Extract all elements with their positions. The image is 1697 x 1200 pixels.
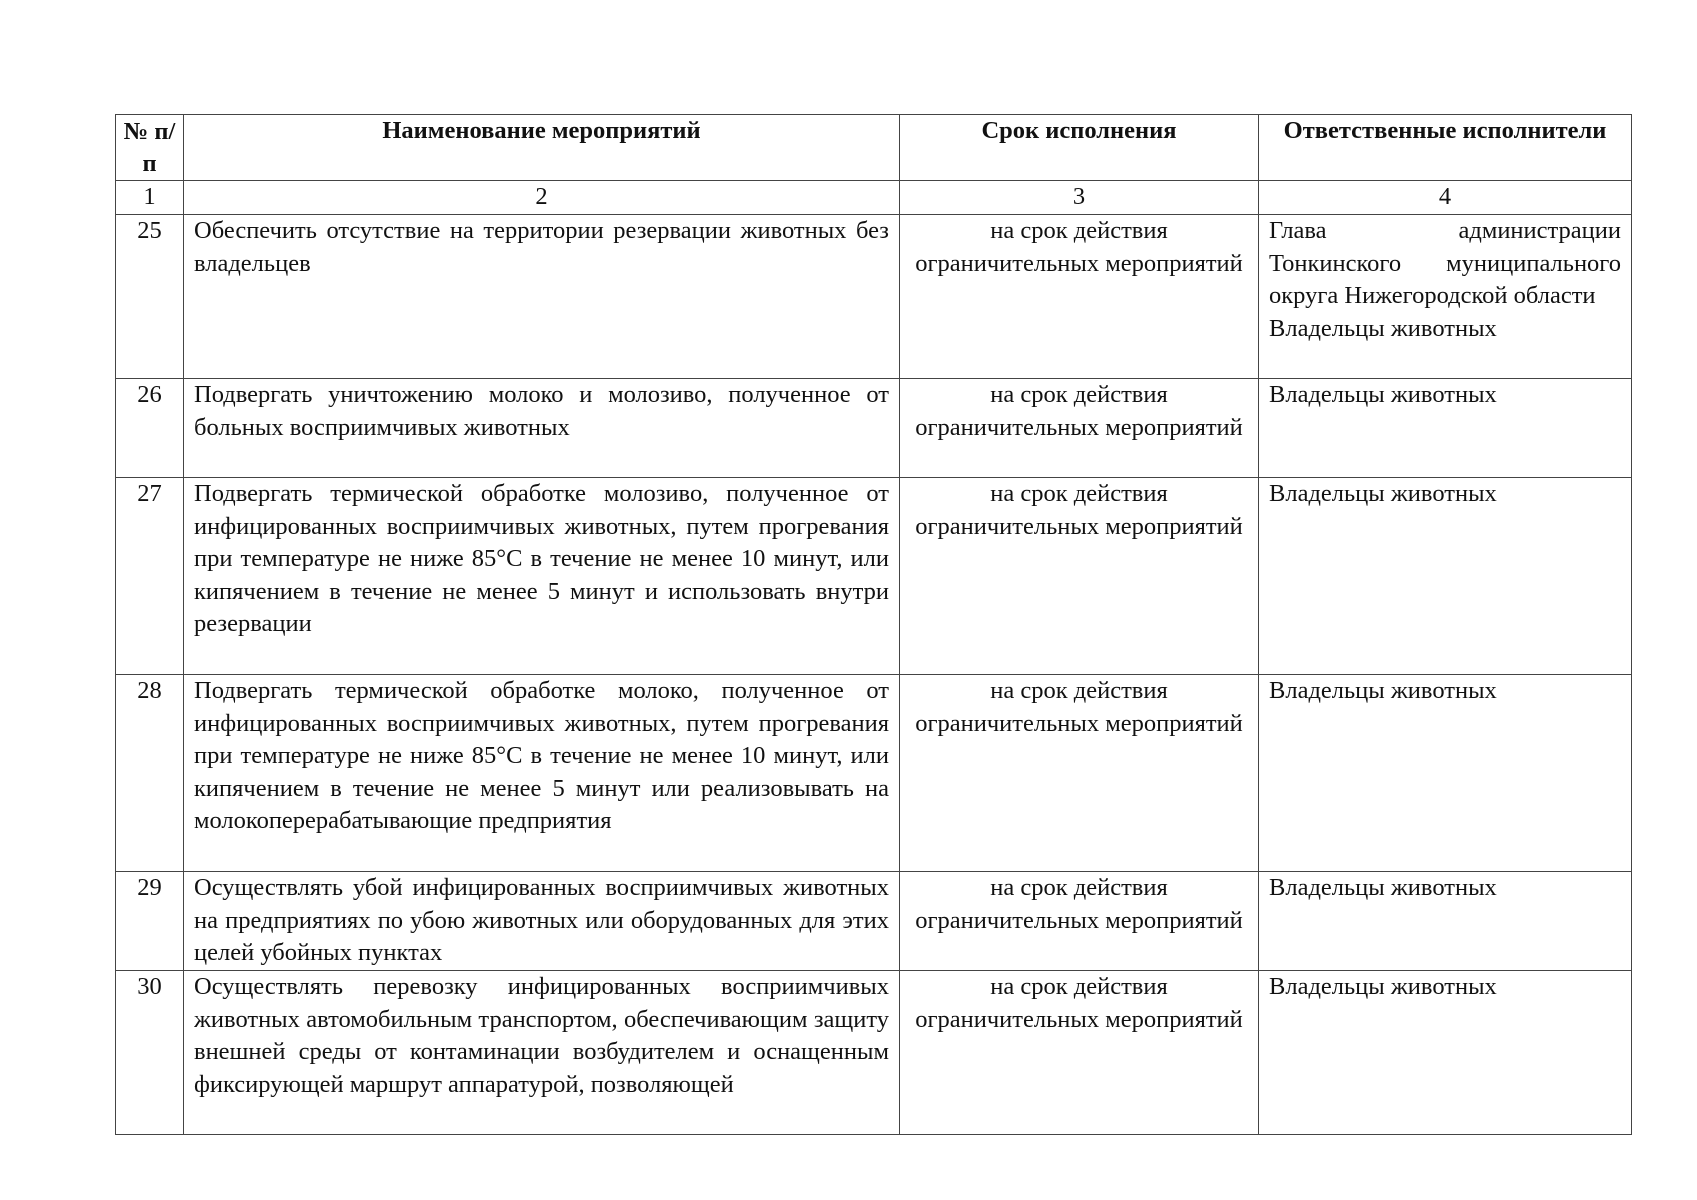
deadline: на срок действия ограничительных мероприятий — [900, 872, 1259, 971]
deadline: на срок действия ограничительных мероприятий — [900, 675, 1259, 872]
table-row — [116, 872, 1632, 971]
row-number: 29 — [116, 872, 184, 971]
responsible: Владельцы животных — [1259, 872, 1632, 971]
table-row — [116, 379, 1632, 478]
measure-name: Обеспечить отсутствие на территории резервации животных без владельцев — [184, 215, 900, 379]
row-number: 30 — [116, 971, 184, 1135]
table-row — [116, 971, 1632, 1135]
deadline: на срок действия ограничительных мероприятий — [900, 215, 1259, 379]
responsible: Владельцы животных — [1259, 675, 1632, 872]
table-row — [116, 478, 1632, 675]
measure-name: Подвергать термической обработке молоко, полученное от инфицированных восприимчивых животных, путем прогревания при температуре не ниже 85°С в течение не менее 10 минут, или кипячением в течение не менее 5 минут или реализовывать на молокоперерабатывающие предприятия — [184, 675, 900, 872]
row-number: 27 — [116, 478, 184, 675]
measure-name — [184, 971, 900, 1135]
deadline: на срок действия ограничительных мероприятий — [900, 478, 1259, 675]
responsible-text: Владельцы животных — [1269, 314, 1497, 342]
responsible — [1259, 215, 1632, 379]
column-number-row — [116, 181, 1632, 215]
header-measure-name: Наименование мероприятий — [184, 115, 900, 181]
responsible: Владельцы животных — [1259, 971, 1632, 1135]
responsible: Владельцы животных — [1259, 478, 1632, 675]
table-row — [116, 215, 1632, 379]
deadline: на срок действия ограничительных мероприятий — [900, 379, 1259, 478]
measure-name: Подвергать уничтожению молоко и молозиво, полученное от больных восприимчивых животных — [184, 379, 900, 478]
deadline: на срок действия ограничительных мероприятий — [900, 971, 1259, 1135]
row-number: 26 — [116, 379, 184, 478]
header-responsible: Ответственные исполнители — [1259, 115, 1632, 181]
table-row — [116, 675, 1632, 872]
measures-table — [115, 114, 1632, 1135]
measure-name: Осуществлять убой инфицированных восприимчивых животных на предприятиях по убою животных или оборудованных для этих целей убойных пунктах — [184, 872, 900, 971]
column-number: 2 — [184, 181, 900, 215]
table-header-row — [116, 115, 1632, 181]
column-number: 4 — [1259, 181, 1632, 215]
column-number: 3 — [900, 181, 1259, 215]
measure-name: Подвергать термической обработке молозиво, полученное от инфицированных восприимчивых животных, путем прогревания при температуре не ниже 85°С в течение не менее 10 минут, или кипячением в течение не менее 5 минут и использовать внутри резервации — [184, 478, 900, 675]
header-deadline: Срок исполнения — [900, 115, 1259, 181]
row-number: 25 — [116, 215, 184, 379]
column-number: 1 — [116, 181, 184, 215]
measure-name-text: Осуществлять перевозку инфицированных восприимчивых животных автомобильным транспортом, обеспечивающим защиту внешней среды от контаминации возбудителем и оснащенным фиксирующей маршрут аппаратурой, позволяющей — [194, 973, 889, 1098]
row-number: 28 — [116, 675, 184, 872]
header-number: № п/п — [116, 115, 184, 181]
responsible: Владельцы животных — [1259, 379, 1632, 478]
responsible-text: Глава администрации Тонкинского муниципального округа Нижегородской области — [1269, 217, 1621, 309]
